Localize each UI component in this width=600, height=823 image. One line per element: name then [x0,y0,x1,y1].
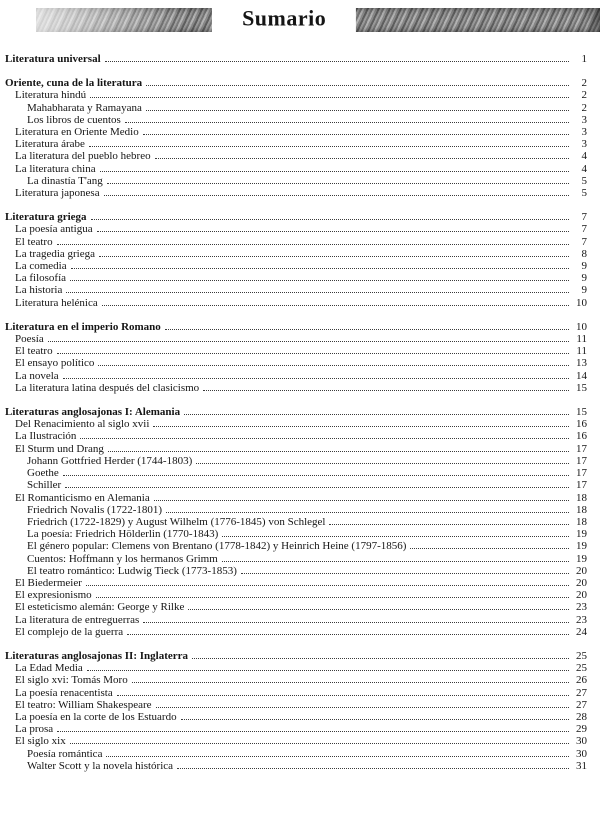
toc-entry-title: La dinastía T'ang [27,174,103,187]
toc-entry [5,748,587,760]
toc-entry [5,492,587,504]
toc-entry [5,516,587,528]
toc-entry-page: 7 [581,235,587,248]
dot-leader [329,524,569,525]
toc-entry-page: 16 [576,418,587,431]
toc-entry-title: La historia [15,284,63,297]
dot-leader [143,134,569,135]
toc-entry-title: El teatro romántico: Ludwig Tieck (1773-1853) [27,564,237,577]
toc-entry-page: 9 [581,260,587,273]
toc-entry-title: Goethe [27,467,59,480]
toc-entry-title: Mahabharata y Ramayana [27,101,142,114]
toc-entry-title: Friedrich (1722-1829) y August Wilhelm (1776-1845) von Schlegel [27,515,326,528]
dot-leader [87,670,569,671]
dot-leader [107,183,569,184]
dot-leader [177,768,569,769]
toc-entry-title: La poesía en la corte de los Estuardo [15,710,177,723]
toc-entry-page: 30 [576,735,587,748]
toc-entry-page: 11 [576,333,587,346]
toc-entry-title: Literatura hindú [15,89,87,102]
dot-leader [57,244,569,245]
toc-entry-page: 2 [581,77,587,90]
dot-leader [146,110,569,111]
toc-entry-title: El Romanticismo en Alemania [15,491,150,504]
toc-entry [5,102,587,114]
toc-section [5,650,587,772]
dot-leader [153,426,569,427]
toc-entry-title: Oriente, cuna de la literatura [5,77,143,90]
toc-entry [5,711,587,723]
dot-leader [102,305,569,306]
toc [0,32,600,772]
toc-entry-page: 31 [576,759,587,772]
toc-entry [5,601,587,613]
dot-leader [66,292,569,293]
dot-leader [99,256,569,257]
toc-entry-title: El teatro: William Shakespeare [15,698,152,711]
toc-entry-page: 19 [576,540,587,553]
toc-entry-title: El Biedermeier [15,576,82,589]
toc-entry-title: Friedrich Novalis (1722-1801) [27,503,163,516]
toc-entry-page: 9 [581,284,587,297]
dot-leader [146,85,569,86]
toc-entry-title: La comedia [15,260,67,273]
dot-leader [100,171,569,172]
toc-entry-page: 7 [581,211,587,224]
toc-entry [5,430,587,442]
toc-entry [5,333,587,345]
toc-entry-page: 28 [576,710,587,723]
toc-entry [5,504,587,516]
dot-leader [57,353,569,354]
toc-entry [5,479,587,491]
toc-entry-page: 19 [576,552,587,565]
dot-leader [89,146,569,147]
toc-entry [5,662,587,674]
toc-entry-page: 15 [576,406,587,419]
dot-leader [105,61,569,62]
toc-section [5,406,587,638]
toc-entry [5,321,587,333]
toc-entry-page: 9 [581,272,587,285]
toc-entry [5,163,587,175]
toc-section [5,321,587,394]
toc-entry-title: El teatro [15,345,53,358]
toc-entry [5,565,587,577]
toc-entry [5,89,587,101]
toc-entry [5,455,587,467]
toc-entry-page: 19 [576,528,587,541]
toc-entry [5,150,587,162]
toc-entry-page: 4 [581,150,587,163]
dot-leader [71,268,569,269]
toc-entry-page: 4 [581,162,587,175]
toc-entry-title: Literaturas anglosajonas II: Inglaterra [5,649,189,662]
toc-entry-page: 10 [576,320,587,333]
toc-entry-title: Walter Scott y la novela histórica [27,759,174,772]
toc-entry [5,382,587,394]
toc-entry [5,77,587,89]
toc-entry-title: Literaturas anglosajonas I: Alemania [5,406,181,419]
dot-leader [63,378,569,379]
toc-entry-title: Del Renacimiento al siglo xvii [15,418,150,431]
toc-entry-title: La poesía: Friedrich Hölderlin (1770-1843) [27,528,219,541]
toc-entry-title: El Sturm und Drang [15,442,104,455]
toc-entry-page: 25 [576,649,587,662]
toc-entry-title: Literatura en Oriente Medio [15,126,139,139]
dot-leader [192,658,569,659]
toc-entry-title: Literatura helénica [15,296,98,309]
dot-leader [127,634,569,635]
toc-section [5,53,587,65]
toc-entry-title: El esteticismo alemán: George y Rilke [15,601,185,614]
toc-entry [5,735,587,747]
toc-entry-page: 25 [576,662,587,675]
toc-entry [5,260,587,272]
dot-leader [166,512,569,513]
toc-entry-title: El siglo xvi: Tomás Moro [15,674,128,687]
toc-entry-title: Literatura árabe [15,138,85,151]
toc-entry-page: 18 [576,515,587,528]
dot-leader [156,707,569,708]
toc-entry-page: 26 [576,674,587,687]
dot-leader [196,463,569,464]
toc-entry [5,248,587,260]
toc-entry [5,540,587,552]
dot-leader [48,341,569,342]
toc-entry-page: 18 [576,491,587,504]
toc-entry-title: La Ilustración [15,430,77,443]
toc-entry [5,357,587,369]
toc-entry-page: 17 [576,467,587,480]
toc-entry-page: 3 [581,138,587,151]
dot-leader [203,390,569,391]
toc-entry-title: Poesía [15,333,44,346]
dot-leader [90,97,569,98]
toc-entry-page: 23 [576,613,587,626]
toc-entry [5,187,587,199]
toc-entry-title: El género popular: Clemens von Brentano (1778-1842) y Heinrich Heine (1797-1856) [27,540,407,553]
toc-entry-page: 10 [576,296,587,309]
toc-entry-title: El ensayo político [15,357,95,370]
toc-section [5,77,587,199]
toc-entry-page: 3 [581,126,587,139]
toc-section [5,211,587,309]
header-band [36,5,600,32]
toc-entry-title: La Edad Media [15,662,83,675]
toc-entry-page: 7 [581,223,587,236]
dot-leader [70,280,569,281]
toc-entry-title: La literatura china [15,162,96,175]
toc-entry [5,626,587,638]
dot-leader [222,536,569,537]
toc-entry [5,406,587,418]
toc-entry-page: 20 [576,589,587,602]
toc-entry [5,284,587,296]
toc-entry-title: Cuentos: Hoffmann y los hermanos Grimm [27,552,218,565]
dot-leader [108,451,569,452]
dot-leader [154,500,569,501]
dot-leader [184,414,569,415]
toc-entry [5,614,587,626]
page-title: Sumario [212,4,356,33]
toc-entry-page: 15 [576,381,587,394]
toc-entry [5,528,587,540]
toc-entry-page: 3 [581,113,587,126]
toc-entry [5,211,587,223]
dot-leader [106,756,569,757]
dot-leader [70,743,569,744]
toc-entry-page: 1 [581,53,587,65]
toc-entry [5,553,587,565]
toc-entry [5,223,587,235]
dot-leader [410,548,569,549]
toc-entry [5,370,587,382]
toc-entry-page: 5 [581,187,587,200]
toc-entry-page: 16 [576,430,587,443]
toc-entry-page: 29 [576,723,587,736]
dot-leader [241,573,569,574]
toc-entry-page: 30 [576,747,587,760]
toc-entry [5,297,587,309]
toc-entry [5,175,587,187]
toc-entry-page: 14 [576,369,587,382]
toc-entry-title: La novela [15,369,59,382]
toc-entry-page: 27 [576,698,587,711]
dot-leader [188,609,569,610]
toc-entry [5,674,587,686]
toc-entry-title: Literatura japonesa [15,187,100,200]
dot-leader [222,561,569,562]
toc-entry [5,699,587,711]
dot-leader [96,597,569,598]
dot-leader [181,719,569,720]
toc-entry [5,577,587,589]
dot-leader [125,122,569,123]
toc-entry-title: La prosa [15,723,54,736]
toc-entry-page: 20 [576,576,587,589]
toc-entry [5,138,587,150]
toc-entry-title: La filosofía [15,272,67,285]
dot-leader [57,731,569,732]
toc-entry-title: Literatura griega [5,211,87,224]
toc-entry-page: 24 [576,625,587,638]
toc-entry-title: Schiller [27,479,62,492]
toc-entry-page: 18 [576,503,587,516]
toc-entry-title: La literatura de entreguerras [15,613,140,626]
dot-leader [98,365,569,366]
toc-entry-page: 2 [581,101,587,114]
toc-entry-page: 17 [576,454,587,467]
toc-entry [5,443,587,455]
toc-entry-title: Literatura universal [5,53,101,65]
dot-leader [132,682,569,683]
toc-entry-title: La poesía renacentista [15,686,113,699]
toc-entry-page: 23 [576,601,587,614]
dot-leader [143,622,569,623]
toc-entry-title: La literatura del pueblo hebreo [15,150,151,163]
toc-entry [5,760,587,772]
toc-entry-title: Poesía romántica [27,747,103,760]
toc-entry-page: 11 [576,345,587,358]
toc-entry [5,418,587,430]
toc-entry-page: 13 [576,357,587,370]
toc-entry-page: 2 [581,89,587,102]
toc-entry-title: El complejo de la guerra [15,625,124,638]
dot-leader [155,158,569,159]
toc-entry-title: El expresionismo [15,589,92,602]
toc-entry-title: El teatro [15,235,53,248]
toc-entry-title: La literatura latina después del clasicismo [15,381,200,394]
toc-entry [5,126,587,138]
toc-entry [5,345,587,357]
toc-entry [5,589,587,601]
toc-entry-title: El siglo xix [15,735,66,748]
toc-entry [5,687,587,699]
dot-leader [104,195,569,196]
toc-entry-title: La tragedia griega [15,247,96,260]
toc-entry [5,53,587,65]
dot-leader [91,219,569,220]
toc-entry [5,467,587,479]
dot-leader [65,487,569,488]
toc-entry [5,114,587,126]
toc-entry-page: 27 [576,686,587,699]
toc-entry-page: 17 [576,479,587,492]
toc-entry [5,650,587,662]
toc-entry-page: 17 [576,442,587,455]
toc-entry-title: Los libros de cuentos [27,113,121,126]
toc-entry-page: 20 [576,564,587,577]
toc-entry-title: La poesía antigua [15,223,93,236]
dot-leader [165,329,569,330]
toc-entry-page: 8 [581,247,587,260]
toc-entry [5,236,587,248]
toc-entry [5,723,587,735]
dot-leader [80,438,569,439]
toc-entry-title: Literatura en el imperio Romano [5,320,161,333]
toc-entry [5,272,587,284]
dot-leader [63,475,569,476]
toc-entry-title: Johann Gottfried Herder (1744-1803) [27,454,193,467]
dot-leader [97,231,569,232]
toc-entry-page: 5 [581,174,587,187]
dot-leader [117,695,569,696]
dot-leader [86,585,569,586]
